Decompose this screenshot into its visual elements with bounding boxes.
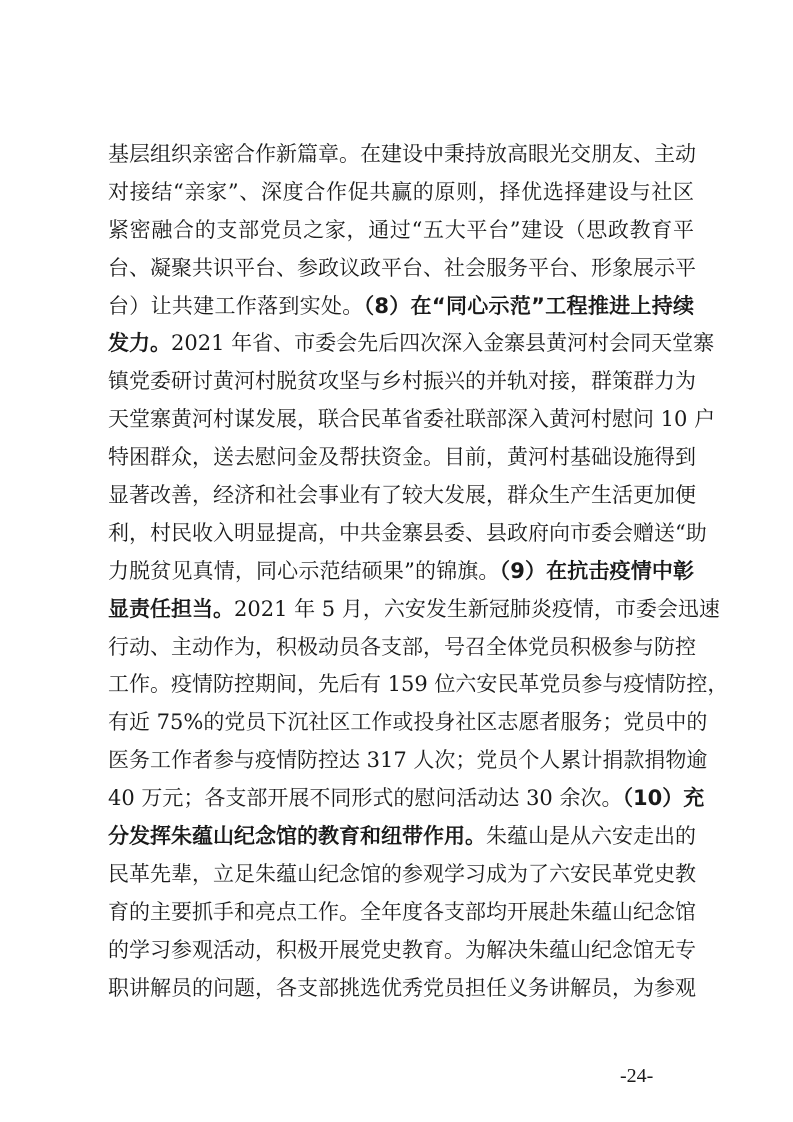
body-text: 基层组织亲密合作新篇章。在建设中秉持放高眼光交朋友、主动	[108, 142, 696, 166]
body-text: 台）让共建工作落到实处。	[108, 293, 364, 318]
body-text: 紧密融合的支部党员之家，通过“五大平台”建设（思政教育平	[108, 217, 694, 242]
text-line	[108, 363, 694, 401]
text-line	[108, 780, 705, 818]
text-line	[108, 932, 694, 970]
text-line	[108, 591, 720, 629]
text-line	[108, 250, 694, 288]
text-line	[108, 401, 716, 439]
page-number: -24-	[620, 1065, 654, 1087]
body-text: 工作。疫情防控期间，先后有 159 位六安民革党员参与疫情防控，	[108, 672, 729, 697]
bold-heading-text: （8）在“同心示范”工程推进上持续	[363, 293, 695, 318]
body-text: 2021 年省、市委会先后四次深入金寨县黄河村会同天堂寨	[171, 331, 715, 356]
body-text: 天堂寨黄河村谋发展，联合民革省委社联部深入黄河村慰问 10 户	[108, 407, 716, 432]
text-line	[108, 174, 694, 212]
body-text: 对接结“亲家”、深度合作促共赢的原则，择优选择建设与社区	[108, 179, 694, 204]
text-line	[108, 136, 694, 174]
text-line	[108, 704, 708, 742]
text-line	[108, 894, 694, 932]
body-text: 利，村民收入明显提高，中共金寨县委、县政府向市委会赠送“助	[108, 520, 707, 545]
text-line	[108, 818, 694, 856]
text-line	[108, 553, 694, 591]
text-line	[108, 288, 694, 326]
text-line	[108, 212, 694, 250]
text-line	[108, 439, 694, 477]
bold-heading-text: 发力。	[108, 331, 171, 356]
body-text: 40 万元；各支部开展不同形式的慰问活动达 30 余次。	[108, 786, 623, 811]
body-text: 民革先辈，立足朱蕴山纪念馆的参观学习成为了六安民革党史教	[108, 861, 696, 886]
text-line	[108, 666, 729, 704]
body-text: 朱蕴山是从六安走出的	[486, 824, 696, 849]
body-text: 台、凝聚共识平台、参政议政平台、社会服务平台、形象展示平	[108, 255, 696, 280]
bold-heading-text: （9）在抗击疫情中彰	[499, 558, 694, 583]
body-paragraph	[108, 136, 729, 1007]
body-text: 医务工作者参与疫情防控达 317 人次；党员个人累计捐款捐物逾	[108, 748, 708, 773]
body-text: 行动、主动作为，积极动员各支部，号召全体党员积极参与防控	[108, 634, 696, 659]
body-text: 力脱贫见真情，同心示范结硕果”的锦旗。	[108, 558, 500, 583]
text-line	[108, 325, 715, 363]
text-line	[108, 629, 694, 667]
text-line	[108, 742, 708, 780]
body-text: 2021 年 5 月，六安发生新冠肺炎疫情，市委会迅速	[234, 596, 720, 621]
bold-heading-text: 显责任担当。	[108, 596, 234, 621]
text-line	[108, 856, 694, 894]
body-text: 有近 75%的党员下沉社区工作或投身社区志愿者服务；党员中的	[108, 710, 708, 735]
text-line	[108, 477, 694, 515]
text-line	[108, 970, 694, 1008]
body-text: 镇党委研讨黄河村脱贫攻坚与乡村振兴的并轨对接，群策群力为	[108, 369, 696, 394]
text-line	[108, 515, 707, 553]
body-text: 显著改善，经济和社会事业有了较大发展，群众生产生活更加便	[108, 483, 696, 508]
body-text: 育的主要抓手和亮点工作。全年度各支部均开展赴朱蕴山纪念馆	[108, 899, 696, 924]
bold-heading-text: 分发挥朱蕴山纪念馆的教育和纽带作用。	[108, 824, 486, 849]
body-text: 特困群众，送去慰问金及帮扶资金。目前，黄河村基础设施得到	[108, 445, 696, 470]
bold-heading-text: （10）充	[622, 786, 705, 811]
body-text: 职讲解员的问题，各支部挑选优秀党员担任义务讲解员，为参观	[108, 975, 696, 1000]
body-text: 的学习参观活动，积极开展党史教育。为解决朱蕴山纪念馆无专	[108, 937, 696, 962]
